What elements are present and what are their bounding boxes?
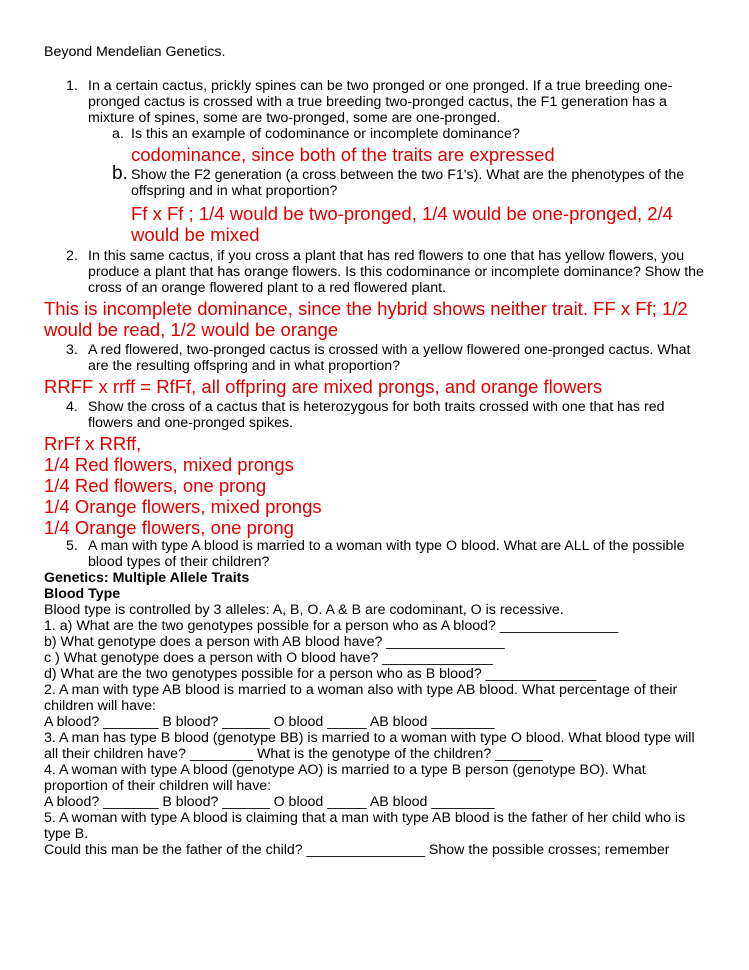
question-2: [44, 248, 708, 296]
question-1a: [44, 126, 708, 142]
answer-1a: codominance, since both of the traits are expressed: [131, 144, 555, 165]
section-subtitle: Blood Type: [44, 586, 121, 602]
question-text: In a certain cactus, prickly spines can be two pronged or one pronged. If a true breeding one-pronged cactus is crossed with a true breeding two-pronged cactus, the F1 generation has a mixture of spines, some are two-pronged, some are one-pronged.: [88, 78, 673, 126]
blood-line: b) What genotype does a person with AB blood have? _______________: [44, 634, 505, 650]
blood-line: 2. A man with type AB blood is married to a woman also with type AB blood. What percentage of their children will have:: [44, 682, 678, 714]
answer-4-line: 1/4 Orange flowers, one prong: [44, 517, 294, 538]
answer-4-line: RrFf x RRff,: [44, 433, 142, 454]
answer-3: RRFF x rrff = RfFf, all offpring are mixed prongs, and orange flowers: [44, 376, 603, 397]
answer-4-line: 1/4 Red flowers, mixed prongs: [44, 454, 294, 475]
blood-question-5: 5. A woman with type A blood is claiming that a man with type AB blood is the father of her child who is type B.: [44, 810, 686, 842]
blood-intro: Blood type is controlled by 3 alleles: A, B, O. A & B are codominant, O is recessive.: [44, 602, 564, 618]
question-number: 4.: [66, 399, 78, 415]
question-number: 3.: [66, 342, 78, 358]
question-text: A man with type A blood is married to a woman with type O blood. What are ALL of the possible blood types of their children?: [88, 538, 685, 570]
sub-letter: b.: [112, 163, 128, 184]
blood-question-4-blanks: A blood? _______ B blood? ______ O blood _____ AB blood ________: [44, 794, 495, 810]
sub-question-text: Is this an example of codominance or incomplete dominance?: [131, 126, 520, 142]
answer-4-line: 1/4 Red flowers, one prong: [44, 475, 267, 496]
blood-line: A blood? _______ B blood? ______ O blood _____ AB blood ________: [44, 714, 495, 730]
question-text: In this same cactus, if you cross a plant that has red flowers to one that has yellow flowers, you produce a plant that has orange flowers. Is this codominance or incomplete dominance? Show the cross of an orange flowered plant to a red flowered plant.: [88, 248, 704, 296]
section-title: Genetics: Multiple Allele Traits: [44, 570, 250, 586]
worksheet-title: Beyond Mendelian Genetics.: [44, 44, 226, 60]
question-4: [44, 399, 708, 431]
question-number: 1.: [66, 78, 78, 94]
blood-question-5-line: Could this man be the father of the child? _______________ Show the possible crosses; remember: [44, 842, 670, 858]
blood-line: c ) What genotype does a person with O blood have? ______________: [44, 650, 493, 666]
answer-1b: Ff x Ff ; 1/4 would be two-pronged, 1/4 would be one-pronged, 2/4 would be mixed: [131, 203, 673, 245]
worksheet-page: [44, 44, 708, 858]
question-text: A red flowered, two-pronged cactus is crossed with a yellow flowered one-pronged cactus. What are the resulting offspring and in what proportion?: [88, 342, 691, 374]
question-3: [44, 342, 708, 374]
blood-line: d) What are the two genotypes possible for a person who as B blood? ______________: [44, 666, 597, 682]
answer-2: This is incomplete dominance, since the hybrid shows neither trait. FF x Ff; 1/2 would be read, 1/2 would be orange: [44, 298, 688, 340]
blood-line: 3. A man has type B blood (genotype BB) is married to a woman with type O blood. What blood type will all their children have? ________ What is the genotype of the children? ______: [44, 730, 695, 762]
question-number: 5.: [66, 538, 78, 554]
blood-line: 1. a) What are the two genotypes possible for a person who as A blood? _______________: [44, 618, 619, 634]
question-text: Show the cross of a cactus that is heterozygous for both traits crossed with one that has red flowers and one-pronged spikes.: [88, 399, 665, 431]
answer-4-line: 1/4 Orange flowers, mixed prongs: [44, 496, 322, 517]
question-1: [44, 78, 708, 126]
question-1b: [44, 163, 708, 199]
sub-question-text: Show the F2 generation (a cross between the two F1's). What are the phenotypes of the offspring and in what proportion?: [131, 167, 685, 199]
blood-question-4: 4. A woman with type A blood (genotype AO) is married to a type B person (genotype BO). What proportion of their children will have:: [44, 762, 646, 794]
question-number: 2.: [66, 248, 78, 264]
sub-letter: a.: [112, 126, 124, 142]
question-5: [44, 538, 708, 570]
